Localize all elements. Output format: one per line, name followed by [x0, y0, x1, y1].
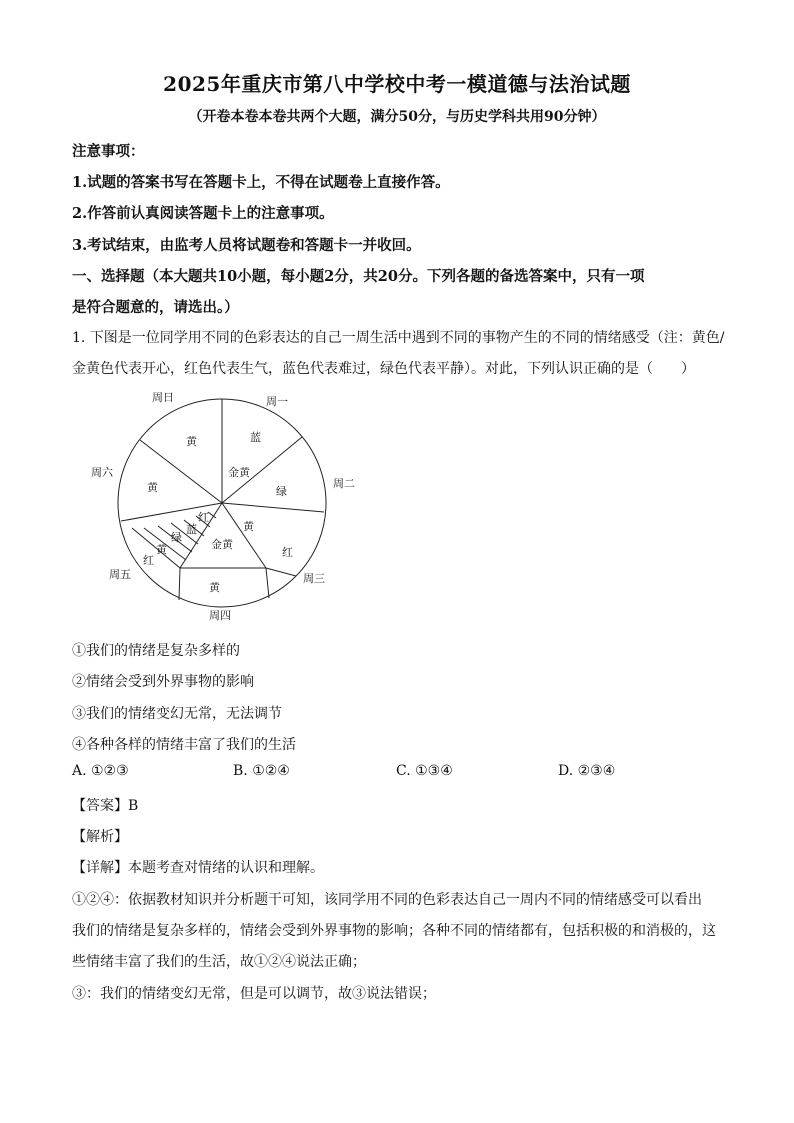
analysis-label: 【解析】 [72, 829, 128, 845]
cell-tuesday-green: 绿 [276, 485, 287, 498]
question-1-stem-line-1: 1. 下图是一位同学用不同的色彩表达的自己一周生活中遇到不同的事物产生的不同的情绪感受（注：黄色/ [72, 330, 725, 346]
cell-wednesday-red: 红 [282, 546, 293, 559]
divider-to-bottom-right [266, 568, 269, 598]
explanation-line-1: ①②④：依据教材知识并分析题干可知，该同学用不同的色彩表达自己一周内不同的情绪感受可以看出 [72, 892, 702, 908]
cell-center-gold: 金黄 [211, 538, 233, 551]
detail-line: 【详解】本题考查对情绪的认识和理解。 [72, 860, 324, 876]
cell-thursday-yellow: 黄 [209, 581, 220, 594]
explanation-line-2: 我们的情绪是复杂多样的，情绪会受到外界事物的影响；各种不同的情绪都有，包括积极的和消极的，这 [72, 923, 716, 939]
notice-item-1: 1.试题的答案书写在答题卡上，不得在试题卷上直接作答。 [72, 174, 450, 191]
cell-monday-blue: 蓝 [250, 431, 261, 444]
emotion-week-diagram [80, 386, 370, 622]
divider-right-lower [266, 568, 296, 576]
explanation-line-3: 些情绪丰富了我们的生活，故①②④说法正确； [72, 954, 366, 970]
option-a: A. ①②③ [72, 763, 129, 779]
cell-center-yellow: 黄 [243, 520, 254, 533]
cell-sunday-yellow: 黄 [186, 435, 197, 448]
statement-3: ③我们的情绪变幻无常，无法调节 [72, 706, 282, 722]
option-c: C. ①③④ [396, 763, 453, 779]
notice-heading: 注意事项： [72, 143, 145, 160]
label-thursday: 周四 [209, 609, 231, 622]
statement-1: ①我们的情绪是复杂多样的 [72, 643, 240, 659]
option-d: D. ②③④ [558, 763, 616, 779]
exam-title: 2025年重庆市第八中学校中考一模道德与法治试题 [163, 72, 631, 96]
exam-subtitle: （开卷本卷本卷共两个大题，满分50分，与历史学科共用90分钟） [188, 109, 606, 125]
cell-friday-yellow: 黄 [156, 543, 167, 556]
explanation-line-4: ③：我们的情绪变幻无常，但是可以调节，故③说法错误； [72, 986, 436, 1002]
label-friday: 周五 [109, 568, 131, 581]
cell-center-top-gold: 金黄 [228, 466, 250, 479]
section-heading-line-2: 是符合题意的，请选出。） [72, 299, 239, 316]
cell-center-blue: 蓝 [186, 523, 197, 536]
statement-2: ②情绪会受到外界事物的影响 [72, 674, 254, 690]
divider-center-right [222, 503, 324, 512]
notice-item-2: 2.作答前认真阅读答题卡上的注意事项。 [72, 205, 334, 222]
cell-saturday-yellow: 黄 [147, 481, 158, 494]
answer-line: 【答案】B [72, 798, 139, 814]
option-b: B. ①②④ [233, 763, 290, 779]
label-wednesday: 周三 [303, 572, 325, 585]
cell-friday-red: 红 [143, 554, 154, 567]
notice-item-3: 3.考试结束，由监考人员将试题卷和答题卡一并收回。 [72, 237, 421, 254]
statement-4: ④各种各样的情绪丰富了我们的生活 [72, 737, 296, 753]
label-monday: 周一 [266, 395, 288, 408]
label-tuesday: 周二 [333, 477, 355, 490]
question-1-stem-line-2: 金黄色代表开心，红色代表生气，蓝色代表难过，绿色代表平静）。对此，下列认识正确的是（ ） [72, 361, 695, 377]
label-saturday: 周六 [91, 466, 113, 479]
section-heading-line-1: 一、选择题（本大题共10小题，每小题2分，共20分。下列各题的备选答案中，只有一项 [72, 268, 645, 285]
divider-to-bottom-left [179, 568, 180, 600]
cell-center-red: 红 [198, 511, 209, 524]
triangle-right-edge [222, 503, 266, 568]
cell-center-green: 绿 [171, 531, 182, 544]
label-sunday: 周日 [152, 391, 174, 404]
